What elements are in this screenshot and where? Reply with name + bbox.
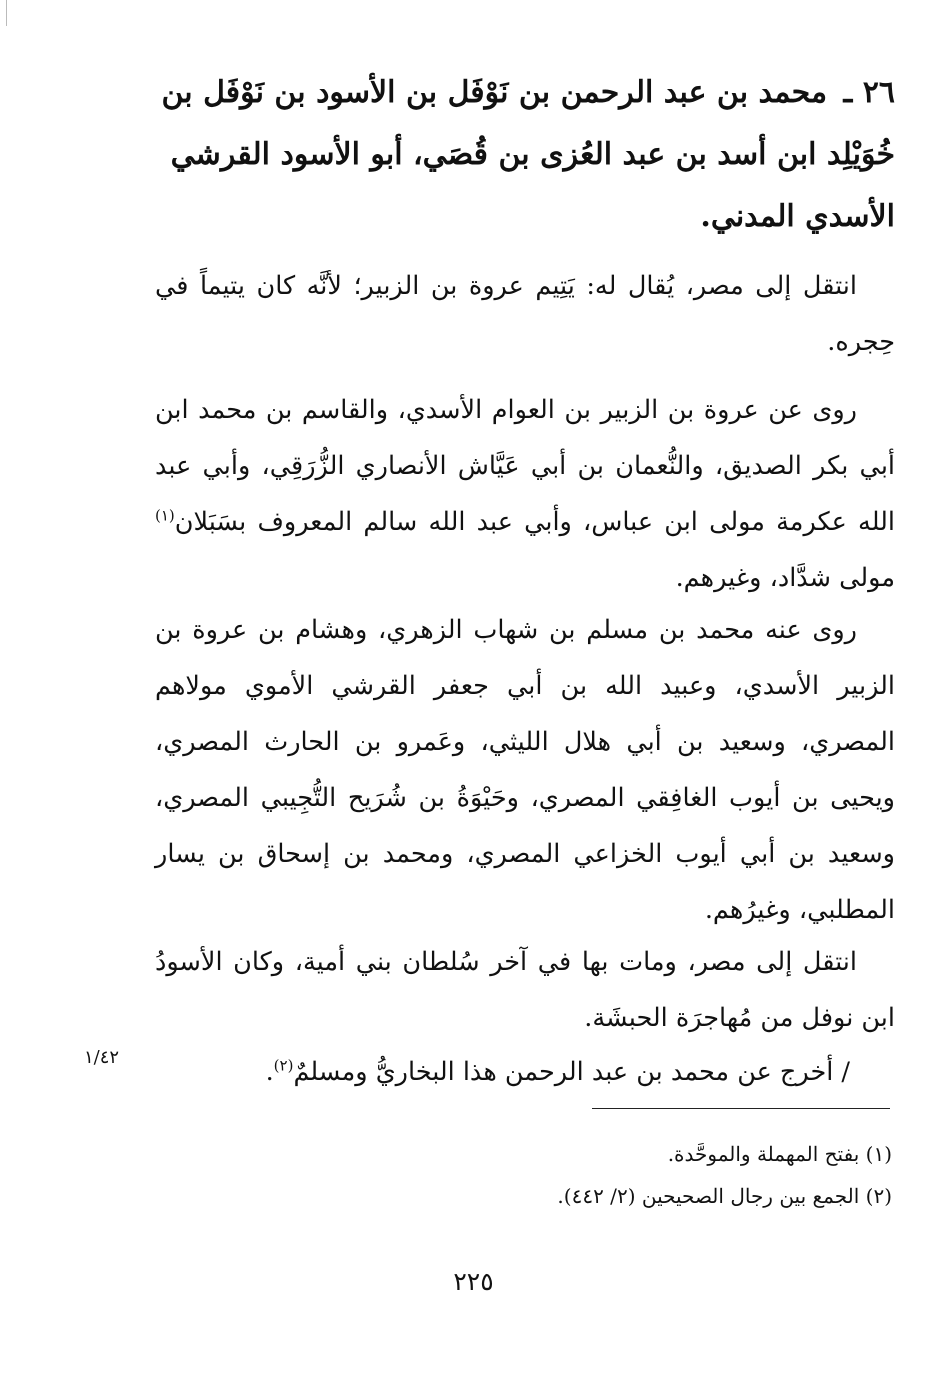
margin-reference: ١/٤٢ (84, 1047, 120, 1068)
paragraph-text: / أخرج عن محمد بن عبد الرحمن هذا البخاريُّ ومسلمٌ (293, 1057, 850, 1087)
paragraph-text: روى عن عروة بن الزبير بن العوام الأسدي، والقاسم بن محمد ابن أبي بكر الصديق، والنُّعمان بن أبي عَيَّاش الأنصاري الزُّرَقِي، وأبي عبد الله عكرمة مولى ابن عباس، وأبي عبد الله سالم المعروف بسَبَلان (155, 395, 895, 537)
footnote-2: (٢) الجمع بين رجال الصحيحين (٢/ ٤٤٢). (557, 1184, 892, 1208)
footnote-separator (592, 1108, 890, 1109)
footnote-1: (١) بفتح المهملة والموحَّدة. (667, 1142, 892, 1166)
paragraph-sources (230, 1044, 850, 1100)
entry-title: محمد بن عبد الرحمن بن نَوْفَل بن الأسود بن نَوْفَل بن خُوَيْلِد ابن أسد بن عبد العُزى بن قُصَي، أبو الأسود القرشي الأسدي المدني. (161, 75, 895, 234)
footnotes (300, 1133, 892, 1217)
paragraph-text-tail: مولى شدَّاد، وغيرهم. (675, 563, 895, 593)
footnote-ref-1: (١) (155, 506, 175, 525)
paragraph-death (155, 934, 895, 1046)
paragraph-text-tail: . (265, 1057, 274, 1087)
scan-edge-mark (6, 0, 7, 26)
paragraph-text: انتقل إلى مصر، ومات بها في آخر سُلطان بني أمية، وكان الأسودُ ابن نوفل من مُهاجرَة الحبشَة. (155, 947, 895, 1033)
paragraph-text: روى عنه محمد بن مسلم بن شهاب الزهري، وهشام بن عروة بن الزبير الأسدي، وعبيد الله بن أبي جعفر القرشي الأموي مولاهم المصري، وسعيد بن أبي هلال الليثي، وعَمرو بن الحارث المصري، ويحيى بن أيوب الغافِقي المصري، وحَيْوَةُ بن شُرَيح التُّجِيبي المصري، وسعيد بن أبي أيوب الخزاعي المصري، ومحمد بن إسحاق بن يسار المطلبي، وغيرُهم. (155, 615, 895, 925)
page-number: ٢٢٥ (453, 1267, 494, 1296)
entry-number: ٢٦ ـ (843, 75, 895, 110)
paragraph-residence (155, 258, 895, 370)
paragraph-narrated-from (155, 382, 895, 606)
entry-heading (155, 62, 895, 248)
paragraph-narrated-by (155, 602, 895, 938)
paragraph-text: انتقل إلى مصر، يُقال له: يَتِيم عروة بن الزبير؛ لأنَّه كان يتيماً في حِجره. (155, 271, 895, 357)
footnote-ref-2: (٢) (273, 1056, 294, 1075)
